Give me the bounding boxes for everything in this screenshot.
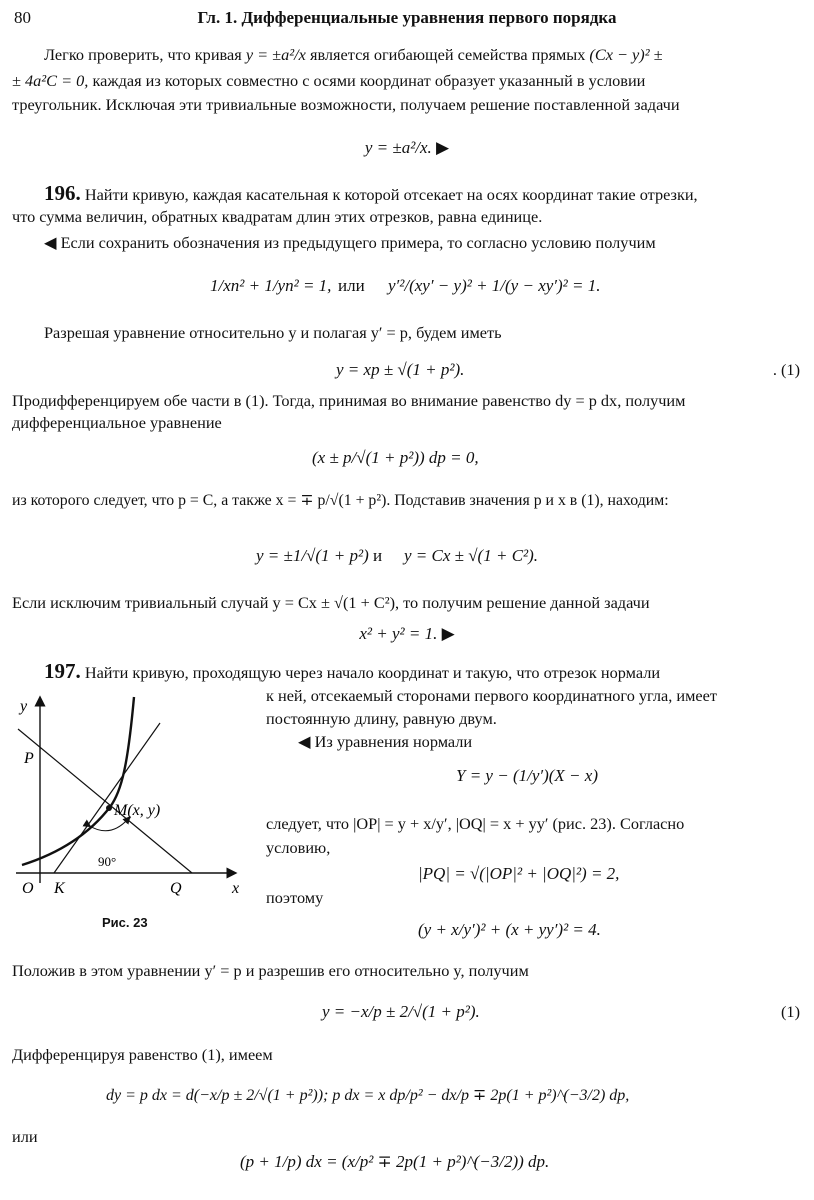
problem-196-solution-and: и (373, 546, 383, 565)
problem-197-number: 197. (44, 659, 81, 683)
problem-196-number: 196. (44, 181, 81, 205)
problem-196-equation-1: y = xp ± √(1 + p²). (336, 360, 465, 379)
intro-text-c: каждая из которых совместно с осями координат образует указанный в условии (92, 71, 646, 90)
problem-196-diff-equation: (x ± p/√(1 + p²)) dp = 0, (312, 448, 479, 467)
problem-197-equation-1: y = −x/p ± 2/√(1 + p²). (322, 1002, 480, 1021)
tangent-line (54, 723, 160, 873)
problem-196-equation-b: y′²/(xy′ − y)² + 1/(y − xy′)² = 1. (388, 276, 601, 295)
intro-math-family: (Cx − y)² ± (589, 45, 663, 64)
label-m: M(x, y) (114, 802, 161, 819)
problem-197-diff-equation: dy = p dx = d(−x/p ± 2/√(1 + p²)); p dx = x dp/p² − dx/p ∓ 2p(1 + p²)^(−3/2) dp, (106, 1087, 630, 1104)
problem-196-equation-or: или (338, 276, 365, 295)
intro-line-1 (44, 44, 663, 66)
problem-196-statement-2: что сумма величин, обратных квадратам длин этих отрезков, равна единице. (12, 207, 543, 226)
problem-197-pq-equation: |PQ| = √(|OP|² + |OQ|²) = 2, (418, 864, 620, 883)
intro-math-family-cont: ± 4a²C = 0, (12, 71, 89, 90)
problem-197-normal-equation: Y = y − (1/y′)(X − x) (456, 766, 598, 785)
problem-196-exclude-text: Если исключим тривиальный случай y = Cx ± √(1 + C²), то получим решение данной задачи (12, 593, 650, 612)
problem-196-solution-a: y = ±1/√(1 + p²) (256, 546, 369, 565)
problem-197-follows-2: условию, (266, 838, 331, 857)
problem-197-solution-start: ◀ Из уравнения нормали (298, 732, 473, 751)
problem-196-diff-text-2: дифференциальное уравнение (12, 413, 222, 432)
running-title: Гл. 1. Дифференциальные уравнения первого порядка (197, 8, 617, 27)
problem-197-follows-1: следует, что |OP| = y + x/y′, |OQ| = x + yy′ (рис. 23). Согласно (266, 814, 685, 833)
problem-196-diff-text-1: Продифференцируем обе части в (1). Тогда, принимая во внимание равенство dy = p dx, получим (12, 391, 686, 410)
problem-196-text-1: Найти кривую, каждая касательная к которой отсекает на осях координат такие отрезки, (84, 185, 698, 204)
intro-result-equation: y = ±a²/x. ▶ (364, 138, 450, 157)
label-q: Q (170, 880, 182, 897)
label-x: x (232, 880, 240, 897)
problem-197-setting-text: Положив в этом уравнении y′ = p и разрешив его относительно y, получим (12, 961, 529, 980)
problem-197-statement-2: к ней, отсекаемый сторонами первого координатного угла, имеет (266, 686, 717, 705)
point-m (106, 805, 112, 811)
problem-196-solution-b: y = Cx ± √(1 + C²). (404, 546, 539, 565)
problem-197-statement-3: постоянную длину, равную двум. (266, 709, 497, 728)
problem-196-follows-text: из которого следует, что p = C, а также x = ∓ p/√(1 + p²). Подставив значения p и x в (1), находим: (12, 492, 669, 509)
problem-196-equation-a: 1/xп² + 1/yп² = 1, (210, 276, 332, 295)
page-header (14, 8, 800, 30)
problem-196-solution-start: ◀ Если сохранить обозначения из предыдущего примера, то согласно условию получим (44, 233, 656, 252)
problem-197-diff-text: Дифференцируя равенство (1), имеем (12, 1045, 273, 1064)
intro-line-2 (12, 70, 645, 92)
problem-197-text-1: Найти кривую, проходящую через начало координат и такую, что отрезок нормали (84, 663, 661, 682)
problem-197-square-equation: (y + x/y′)² + (x + yy′)² = 4. (418, 920, 601, 939)
problem-197-equation-1-number: (1) (781, 1002, 800, 1021)
figure-23-caption: Рис. 23 (102, 915, 148, 930)
page-number: 80 (14, 8, 31, 27)
intro-text-a: Легко проверить, что кривая (44, 45, 242, 64)
problem-196-solve-text: Разрешая уравнение относительно y и полагая y′ = p, будем иметь (44, 323, 502, 342)
problem-197-or: или (12, 1127, 38, 1146)
intro-line-3: треугольник. Исключая эти тривиальные возможности, получаем решение поставленной задачи (12, 95, 680, 114)
intro-math-envelope: y = ±a²/x (245, 45, 306, 64)
problem-196-answer: x² + y² = 1. ▶ (359, 624, 455, 643)
label-p: P (24, 750, 34, 767)
problem-197-final-equation: (p + 1/p) dx = (x/p² ∓ 2p(1 + p²)^(−3/2)) dp. (240, 1152, 550, 1171)
problem-197-statement-1 (44, 660, 660, 684)
figure-23-diagram (10, 693, 250, 913)
problem-197-therefore: поэтому (266, 888, 324, 907)
label-angle: 90° (98, 854, 117, 869)
problem-196-statement-1 (44, 182, 698, 206)
intro-text-b: является огибающей семейства прямых (309, 45, 586, 64)
figure-23 (10, 693, 250, 938)
label-y: y (20, 698, 28, 715)
problem-196-equation-1-number: . (1) (772, 360, 800, 379)
label-o: O (22, 880, 34, 897)
label-k: K (54, 880, 65, 897)
